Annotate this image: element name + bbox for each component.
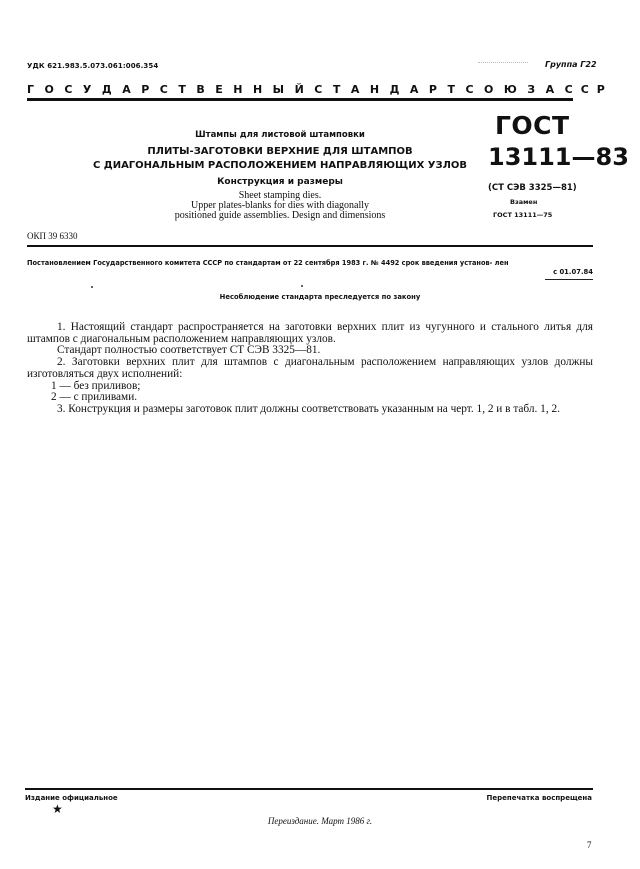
banner-word: ССР — [564, 83, 613, 96]
group-code: Группа Г22 — [545, 60, 597, 69]
legal-warning: Несоблюдение стандарта преследуется по закону — [219, 293, 421, 301]
main-title-line1: ПЛИТЫ-ЗАГОТОВКИ ВЕРХНИЕ ДЛЯ ШТАМПОВ — [147, 146, 413, 157]
banner-word: СТАНДАРТ — [314, 83, 466, 96]
gost-number: 13111—83 — [488, 143, 629, 171]
speck — [301, 285, 303, 287]
star-icon: ★ — [52, 802, 63, 816]
date-underline — [545, 279, 593, 280]
english-title-line: Upper plates-blanks for dies with diagonally — [190, 200, 369, 211]
replaced-standard: ГОСТ 13111—75 — [493, 211, 553, 219]
subtitle: Конструкция и размеры — [217, 177, 343, 187]
decree-text: Постановлением Государственного комитета СССР по стандартам от 22 сентября 1983 г. № 4492 срок введения установ- лен — [27, 259, 509, 267]
category-title: Штампы для листовой штамповки — [195, 130, 365, 140]
main-title-line2: С ДИАГОНАЛЬНЫМ РАСПОЛОЖЕНИЕМ НАПРАВЛЯЮЩИХ УЗЛОВ — [92, 160, 468, 171]
list-item-2: 2 — с приливами. — [51, 391, 138, 404]
speck — [91, 286, 93, 288]
banner-word: ГОСУДАРСТВЕННЫЙ — [27, 83, 315, 96]
page-number: 7 — [587, 840, 592, 850]
official-edition: Издание официальное — [25, 794, 118, 802]
state-standard-banner — [27, 83, 613, 96]
title-block — [92, 130, 468, 221]
paragraph-1b: Стандарт полностью соответствует СТ СЭВ 3325—81. — [57, 344, 321, 357]
okp-code: ОКП 39 6330 — [27, 231, 78, 241]
faint-stamp-mark — [478, 62, 528, 67]
list-item-1: 1 — без приливов; — [51, 379, 141, 392]
footer-rule — [25, 788, 593, 790]
udk-code: УДК 621.983.5.073.061:006.354 — [27, 62, 159, 70]
english-title-line: Sheet stamping dies. — [238, 190, 322, 201]
english-title — [110, 191, 450, 221]
banner-rule — [27, 98, 573, 101]
effective-date: с 01.07.84 — [553, 268, 593, 276]
gost-label: ГОСТ — [495, 111, 570, 140]
reprint-prohibited: Перепечатка воспрещена — [486, 794, 592, 802]
okp-rule — [27, 245, 593, 247]
english-title-line: positioned guide assemblies. Design and dimensions — [174, 210, 386, 221]
body-text — [27, 322, 593, 416]
paragraph-2: 2. Заготовки верхних плит для штампов с диагональным расположением направляющих узлов должны изготовляться двух исполнений: — [27, 356, 593, 380]
reissue-note: Переиздание. Март 1986 г. — [267, 816, 373, 826]
banner-word: СОЮЗА — [465, 83, 565, 96]
replaces-label: Взамен — [510, 198, 538, 206]
paragraph-1: 1. Настоящий стандарт распространяется на заготовки верхних плит из чугунного и стального литья для штампов с диагональным расположением направляющих узлов. — [27, 321, 593, 345]
paragraph-3: 3. Конструкция и размеры заготовок плит должны соответствовать указанным на черт. 1, 2 и в табл. 1, 2. — [57, 402, 560, 415]
cmea-reference: (СТ СЭВ 3325—81) — [488, 183, 577, 193]
